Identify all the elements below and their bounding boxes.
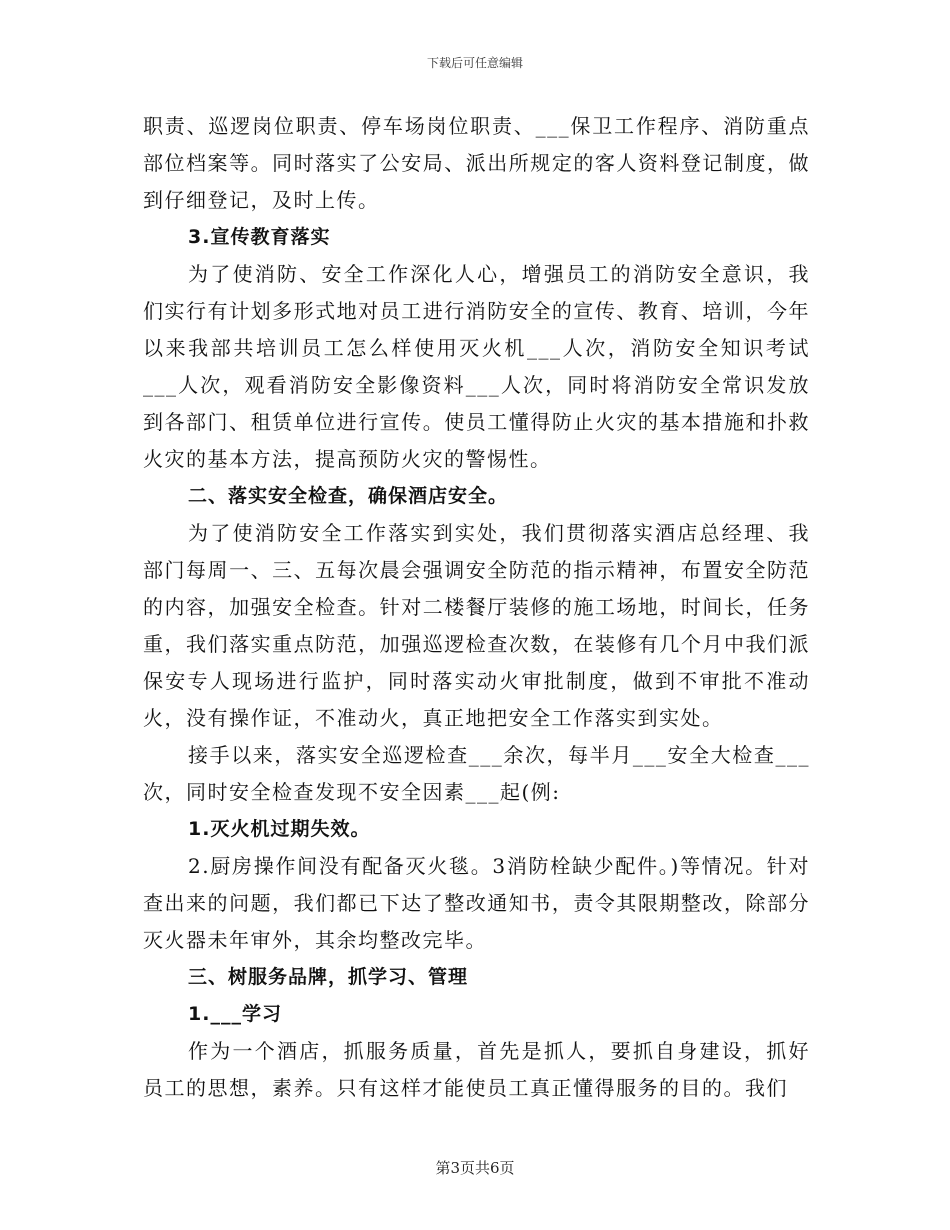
- heading-publicity-education: 3.宣传教育落实: [188, 226, 331, 248]
- paragraph-patrol-count: 接手以来，落实安全巡逻检查___余次，每半月___安全大检查___次，同时安全检查发现不安全因素___起(例:: [143, 743, 810, 804]
- heading-extinguisher-expired: 1.灭火机过期失效。: [188, 818, 371, 840]
- paragraph-rectification: 2.厨房操作间没有配备灭火毯。3消防栓缺少配件。)等情况。针对查出来的问题，我们都已下达了整改通知书，责令其限期整改，除部分灭火器未年审外，其余均整改完毕。: [143, 854, 810, 952]
- page-number: 第3页共6页: [435, 1159, 515, 1177]
- paragraph-duties: 职责、巡逻岗位职责、停车场岗位职责、___保卫工作程序、消防重点部位档案等。同时落实了公安局、派出所规定的客人资料登记制度，做到仔细登记，及时上传。: [143, 114, 810, 212]
- paragraph-training: 为了使消防、安全工作深化人心，增强员工的消防安全意识，我们实行有计划多形式地对员工进行消防安全的宣传、教育、培训，今年以来我部共培训员工怎么样使用灭火机___人次，消防安全知识考试___人次，观看消防安全影像资料___人次，同时将消防安全常识发放到各部门、租赁单位进行宣传。使员工懂得防止火灾的基本措施和扑救火灾的基本方法，提高预防火灾的警惕性。: [143, 262, 810, 471]
- paragraph-service-quality: 作为一个酒店，抓服务质量，首先是抓人，要抓自身建设，抓好员工的思想，素养。只有这样才能使员工真正懂得服务的目的。我们: [143, 1039, 810, 1100]
- document-body: [143, 108, 810, 1107]
- paragraph-inspection-measures: 为了使消防安全工作落实到实处，我们贯彻落实酒店总经理、我部门每周一、三、五每次晨会强调安全防范的指示精神，布置安全防范的内容，加强安全检查。针对二楼餐厅装修的施工场地，时间长，任务重，我们落实重点防范，加强巡逻检查次数，在装修有几个月中我们派保安专人现场进行监护，同时落实动火审批制度，做到不审批不准动火，没有操作证，不准动火，真正地把安全工作落实到实处。: [143, 521, 810, 730]
- heading-safety-inspection: 二、落实安全检查，确保酒店安全。: [188, 485, 509, 507]
- heading-service-brand: 三、树服务品牌，抓学习、管理: [188, 966, 469, 988]
- page-header: 下载后可任意编辑: [426, 56, 523, 70]
- heading-study: 1.___学习: [188, 1003, 282, 1025]
